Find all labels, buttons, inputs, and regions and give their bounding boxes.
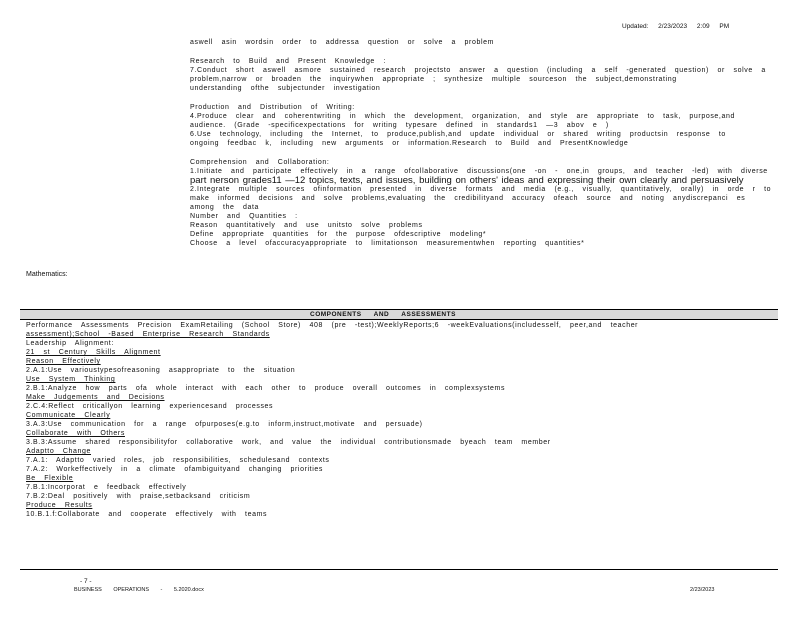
divider <box>20 319 778 320</box>
text-line: 7.A.2: Workeffectively in a climate ofambiguityand changing priorities <box>26 466 323 473</box>
text-line: 10.B.1.f:Collaborate and cooperate effectively with teams <box>26 511 268 518</box>
section-heading: Production and Distribution of Writing: <box>190 104 355 111</box>
page-number: - 7 - <box>80 578 92 585</box>
text-line: make informed decisions and solve problems,evaluating the credibilityand accuracy ofeach source and noting anydiscrepanci es <box>190 195 746 202</box>
skill-heading: Adaptto Change <box>26 448 91 455</box>
section-heading: Research to Build and Present Knowledge : <box>190 58 387 65</box>
skill-heading: Communicate Clearly <box>26 412 111 419</box>
skill-heading: Reason Effectively <box>26 358 101 365</box>
text-line: 6.Use technology, including the Internet, to produce,publish,and update individual or shared writing productsin response to <box>190 131 726 138</box>
standards-text-block <box>190 38 780 248</box>
text-line: Define appropriate quantities for the purpose ofdescriptive modeling* <box>190 231 487 238</box>
text-line: 4.Produce clear and coherentwriting in which the development, organization, and style are appropriate to task, purpose,and <box>190 113 735 120</box>
text-line: among the data <box>190 204 260 211</box>
text-line: 3.A.3:Use communication for a range ofpurposes(e.g.to inform,instruct,motivate and persuade) <box>26 421 423 428</box>
text-line: 2.C.4:Reflect criticallyon learning experiencesand processes <box>26 403 274 410</box>
text-line: assessment);School -Based Enterprise Research Standards <box>26 331 270 338</box>
text-line: 3.B.3:Assume shared responsibilityfor collaborative work, and value the individual contributionsmade byeach team member <box>26 439 551 446</box>
updated-timestamp: Updated: 2/23/2023 2:09 PM <box>622 23 730 30</box>
spacer <box>190 47 780 57</box>
footer-divider <box>20 569 778 570</box>
text-line: 7.B.2:Deal positively with praise,setbacksand criticism <box>26 493 251 500</box>
text-line: 2.Integrate multiple sources ofinformation presented in diverse formats and media (e.g., visually, quantitatively, orally) in orde r to <box>190 186 772 193</box>
skill-heading: Use System Thinking <box>26 376 116 383</box>
footer-date: 2/23/2023 <box>690 587 715 593</box>
text-line: Choose a level ofaccuracyappropriate to limitationson measurementwhen reporting quantities* <box>190 240 585 247</box>
text-line: understanding ofthe subjectunder investigation <box>190 85 381 92</box>
spacer <box>190 148 780 158</box>
text-line: Reason quantitatively and use unitsto solve problems <box>190 222 423 229</box>
text-line: 2.A.1:Use varioustypesofreasoning asappropriate to the situation <box>26 367 296 374</box>
text-line: 7.A.1: Adaptto varied roles, job responsibilities, schedulesand contexts <box>26 457 330 464</box>
skill-heading: Produce Results <box>26 502 93 509</box>
text-line: aswell asin wordsin order to addressa question or solve a problem <box>190 39 495 46</box>
text-line: 7.Conduct short aswell asmore sustained research projectsto answer a question (including a self -generated question) or solve a <box>190 67 766 74</box>
text-line: part nerson grades11 —12 topics, texts, and issues, building on others' ideas and expressing their own clearly and persuasively <box>190 175 744 186</box>
skill-heading: Make Judgements and Decisions <box>26 394 165 401</box>
section-heading: Leadership Alignment: <box>26 340 114 347</box>
mathematics-label: Mathematics: <box>26 271 68 278</box>
text-line: Performance Assessments Precision ExamRetailing (School Store) 408 (pre -test);WeeklyReports;6 -weekEvaluations(includesself, peer,and teacher <box>26 322 639 329</box>
section-heading: 21 st Century Skills Alignment <box>26 349 161 356</box>
text-line: ongoing feedbac k, including new arguments or information.Research to Build and PresentKnowledge <box>190 140 629 147</box>
section-heading: Comprehension and Collaboration: <box>190 159 330 166</box>
document-filename: BUSINESS OPERATIONS - 5.2020.docx <box>74 587 204 593</box>
text-line: problem,narrow or broaden the inquirywhen appropriate ; synthesize multiple sourceson the subject,demonstrating <box>190 76 677 83</box>
text-line: 1.Initiate and participate effectively in a range ofcollaborative discussions(one -on - one,in groups, and teacher -led) with diverse <box>190 168 768 175</box>
text-line: audience. (Grade -specificexpectations for writing typesare defined in standards1 —3 abov e ) <box>190 122 609 129</box>
text-line: 7.B.1:Incorporat e feedback effectively <box>26 484 187 491</box>
text-line: 2.B.1:Analyze how parts ofa whole interact with each other to produce overall outcomes in complexsystems <box>26 385 506 392</box>
skill-heading: Collaborate with Others <box>26 430 125 437</box>
components-text-block <box>26 321 778 519</box>
section-heading: Number and Quantities : <box>190 213 298 220</box>
spacer <box>190 93 780 103</box>
skill-heading: Be Flexible <box>26 475 74 482</box>
components-title: COMPONENTS AND ASSESSMENTS <box>310 311 456 318</box>
